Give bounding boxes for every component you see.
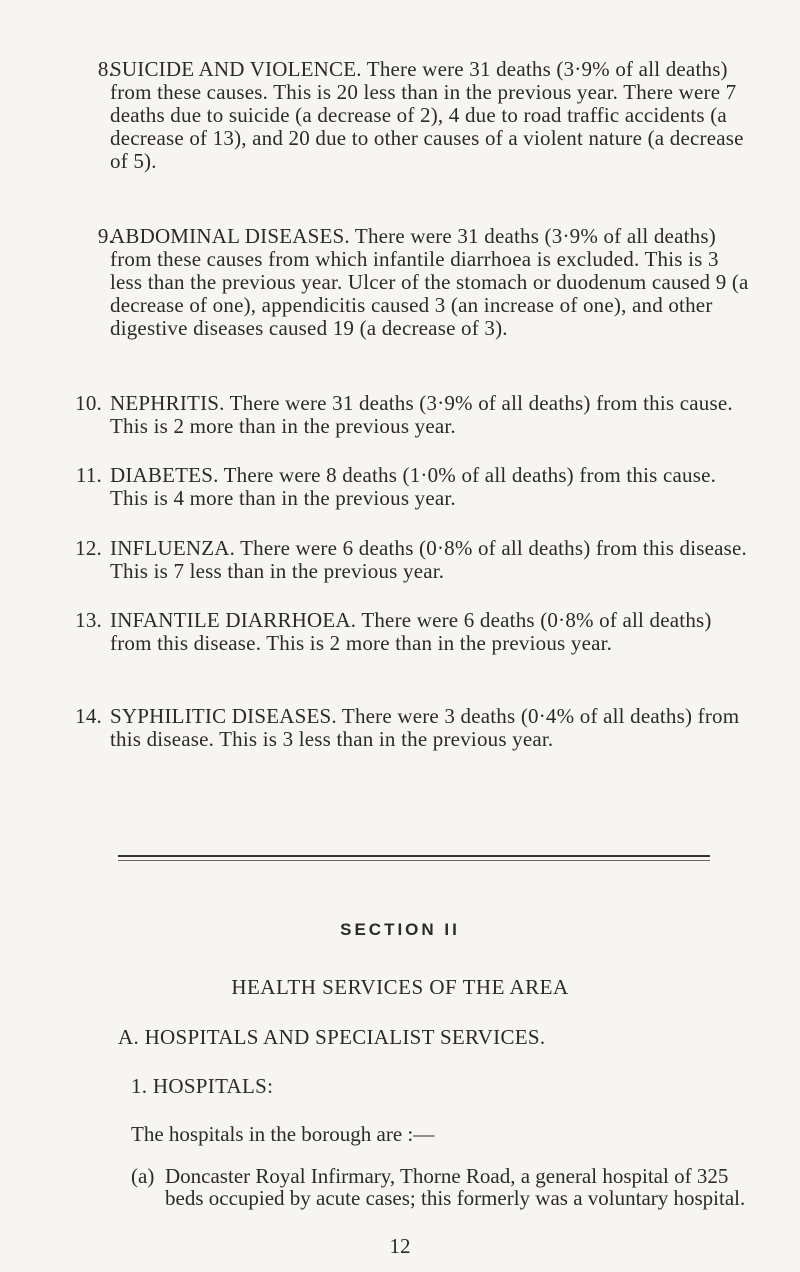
section-divider bbox=[118, 855, 710, 857]
page-number: 12 bbox=[389, 1234, 411, 1258]
paragraph-9 bbox=[97, 224, 750, 340]
hospital-item-a bbox=[131, 1165, 751, 1209]
hospitals-intro: The hospitals in the borough are :— bbox=[131, 1122, 435, 1146]
paragraph-11 bbox=[75, 463, 750, 510]
paragraph-number: 10. bbox=[75, 391, 102, 415]
paragraph-text: DIABETES. There were 8 deaths (1·0% of all deaths) from this cause. This is 4 more than in the previous year. bbox=[110, 463, 717, 510]
section-subtitle: HEALTH SERVICES OF THE AREA bbox=[231, 975, 569, 999]
item-text: Doncaster Royal Infirmary, Thorne Road, a general hospital of 325 beds occupied by acute cases; this formerly was a voluntary hospital. bbox=[165, 1164, 746, 1210]
paragraph-number: 8. bbox=[97, 57, 114, 81]
item-label: (a) bbox=[131, 1164, 155, 1188]
paragraph-number: 14. bbox=[75, 704, 102, 728]
paragraph-text: NEPHRITIS. There were 31 deaths (3·9% of all deaths) from this cause. This is 2 more than in the previous year. bbox=[110, 391, 733, 438]
section-divider-thin bbox=[118, 860, 710, 861]
paragraph-12 bbox=[75, 536, 750, 583]
paragraph-text: ABDOMINAL DISEASES. There were 31 deaths (3·9% of all deaths) from these causes from which infantile diarrhoea is excluded. This is 3 less than the previous year. Ulcer of the stomach or duodenum caused 9 (a decrease of one), appendicitis caused 3 (an increase of one), and other digestive diseases caused 19 (a decrease of 3). bbox=[110, 224, 749, 340]
paragraph-text: SUICIDE AND VIOLENCE. There were 31 deaths (3·9% of all deaths) from these causes. This is 20 less than in the previous year. There were 7 deaths due to suicide (a decrease of 2), 4 due to road traffic accidents (a decrease of 13), and 20 due to other causes of a violent nature (a decrease of 5). bbox=[110, 57, 744, 173]
paragraph-8 bbox=[97, 57, 750, 173]
paragraph-10 bbox=[75, 391, 750, 438]
heading-hospitals: 1. HOSPITALS: bbox=[131, 1074, 274, 1098]
paragraph-number: 11. bbox=[75, 463, 102, 487]
paragraph-13 bbox=[75, 608, 750, 655]
paragraph-text: INFLUENZA. There were 6 deaths (0·8% of all deaths) from this disease. This is 7 less than in the previous year. bbox=[110, 536, 748, 583]
paragraph-text: SYPHILITIC DISEASES. There were 3 deaths (0·4% of all deaths) from this disease. This is 3 less than in the previous year. bbox=[110, 704, 740, 751]
paragraph-number: 13. bbox=[75, 608, 102, 632]
paragraph-14 bbox=[75, 704, 750, 751]
paragraph-number: 12. bbox=[75, 536, 102, 560]
paragraph-text: INFANTILE DIARRHOEA. There were 6 deaths (0·8% of all deaths) from this disease. This is 2 more than in the previous year. bbox=[110, 608, 712, 655]
paragraph-number: 9. bbox=[97, 224, 114, 248]
section-title: SECTION II bbox=[340, 920, 460, 939]
heading-hospitals-specialist: A. HOSPITALS AND SPECIALIST SERVICES. bbox=[118, 1025, 546, 1049]
